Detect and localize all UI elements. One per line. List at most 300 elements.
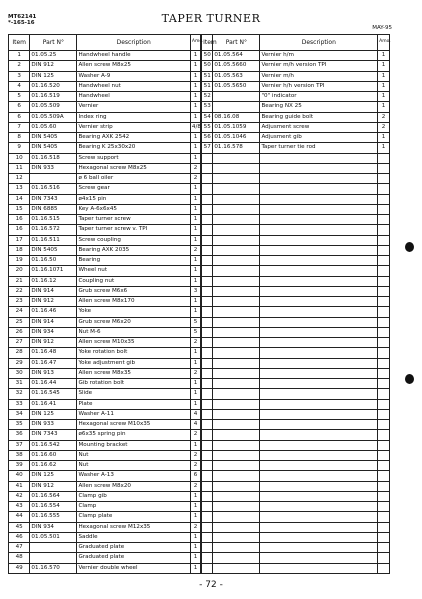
cell-amount: 1 [190, 194, 201, 204]
cell-amount-2 [378, 450, 390, 460]
cell-description-2 [260, 491, 378, 501]
cell-description-2 [260, 286, 378, 296]
cell-description: Allen screw M8x25 [77, 61, 190, 71]
cell-description: Yoke [77, 307, 190, 317]
cell-item: 21 [9, 276, 30, 286]
punch-hole [405, 374, 414, 384]
cell-part: 01.16.554 [30, 502, 77, 512]
cell-item: 26 [9, 327, 30, 337]
cell-part-2 [213, 204, 260, 214]
cell-description-2 [260, 204, 378, 214]
cell-part-2 [213, 297, 260, 307]
cell-part: DIN 912 [30, 297, 77, 307]
cell-description-2: Vernier m/h [260, 71, 378, 81]
cell-part: 01.16.62 [30, 461, 77, 471]
cell-amount: 2 [190, 163, 201, 173]
cell-item: 19 [9, 256, 30, 266]
cell-part: 01.16.44 [30, 379, 77, 389]
cell-amount: 1 [190, 153, 201, 163]
cell-amount-2 [378, 409, 390, 419]
cell-amount: 1 [190, 71, 201, 81]
cell-amount-2 [378, 194, 390, 204]
cell-part: 01.16.570 [30, 563, 77, 573]
cell-item-2 [201, 225, 213, 235]
cell-description: Grub screw M6x20 [77, 317, 190, 327]
cell-item: 28 [9, 348, 30, 358]
cell-part-2 [213, 420, 260, 430]
cell-description: ø 6 ball oiler [77, 174, 190, 184]
cell-item: 5 [9, 92, 30, 102]
cell-amount: 5 [190, 317, 201, 327]
cell-description: Vernier strip [77, 122, 190, 132]
cell-amount: 1 [190, 491, 201, 501]
cell-part-2: 01.05.564 [213, 51, 260, 61]
cell-description-2 [260, 450, 378, 460]
cell-description-2 [260, 512, 378, 522]
cell-part-2 [213, 184, 260, 194]
cell-amount: 2 [190, 368, 201, 378]
cell-description: Hexagonal screw M12x35 [77, 522, 190, 532]
table-row [9, 92, 390, 102]
table-row [9, 471, 390, 481]
cell-item-2: 55 [201, 122, 213, 132]
table-row [9, 481, 390, 491]
table-row [9, 235, 390, 245]
cell-part-2 [213, 317, 260, 327]
cell-part-2: 01.05.1059 [213, 122, 260, 132]
cell-item-2 [201, 543, 213, 553]
cell-part: 01.16.515 [30, 215, 77, 225]
cell-amount: 1 [190, 235, 201, 245]
cell-amount: 1 [190, 112, 201, 122]
cell-part-2: 01.16.578 [213, 143, 260, 153]
cell-item: 9 [9, 143, 30, 153]
table-row [9, 522, 390, 532]
cell-description: Nut [77, 450, 190, 460]
cell-item-2: 52 [201, 92, 213, 102]
cell-item: 42 [9, 491, 30, 501]
table-row [9, 297, 390, 307]
cell-item-2 [201, 307, 213, 317]
cell-item-2: 51 [201, 71, 213, 81]
cell-item: 44 [9, 512, 30, 522]
cell-description: Graduated plate [77, 553, 190, 563]
cell-item-2 [201, 338, 213, 348]
cell-item-2 [201, 163, 213, 173]
cell-description: Vernier double wheel [77, 563, 190, 573]
cell-part [30, 174, 77, 184]
cell-item: 49 [9, 563, 30, 573]
cell-description: Handwheel [77, 92, 190, 102]
cell-part: 01.05.60 [30, 122, 77, 132]
cell-amount: 1 [190, 81, 201, 91]
cell-amount-2 [378, 379, 390, 389]
cell-part-2 [213, 163, 260, 173]
cell-amount: 2 [190, 522, 201, 532]
cell-part-2 [213, 522, 260, 532]
cell-description: Saddle [77, 532, 190, 542]
cell-amount: 1 [190, 440, 201, 450]
cell-amount-2: 1 [378, 92, 390, 102]
table-row [9, 102, 390, 112]
cell-part-2 [213, 338, 260, 348]
cell-amount-2 [378, 174, 390, 184]
cell-item: 38 [9, 450, 30, 460]
cell-item-2 [201, 553, 213, 563]
table-row [9, 440, 390, 450]
cell-description-2: Vernier h/h version TPI [260, 81, 378, 91]
cell-description-2 [260, 532, 378, 542]
table-row [9, 143, 390, 153]
cell-description-2 [260, 461, 378, 471]
cell-part: DIN 5405 [30, 245, 77, 255]
cell-item-2 [201, 430, 213, 440]
cell-item: 17 [9, 235, 30, 245]
cell-item: 39 [9, 461, 30, 471]
cell-amount-2 [378, 204, 390, 214]
table-row [9, 61, 390, 71]
col-header-description: Description [77, 35, 190, 51]
cell-item-2 [201, 286, 213, 296]
cell-part: 01.16.520 [30, 81, 77, 91]
cell-part-2 [213, 358, 260, 368]
table-row [9, 256, 390, 266]
col-header-part: Part N° [30, 35, 77, 51]
cell-amount-2 [378, 543, 390, 553]
cell-item: 15 [9, 204, 30, 214]
cell-description: Allen screw M10x35 [77, 338, 190, 348]
cell-item-2 [201, 409, 213, 419]
cell-amount: 6 [190, 471, 201, 481]
cell-item: 1 [9, 51, 30, 61]
table-row [9, 225, 390, 235]
cell-amount-2 [378, 358, 390, 368]
cell-description: Handwheel nut [77, 81, 190, 91]
cell-part-2: 01.05.1046 [213, 133, 260, 143]
cell-description: Bearing [77, 256, 190, 266]
cell-part: DIN 934 [30, 522, 77, 532]
cell-description-2: Bearing NX 25 [260, 102, 378, 112]
cell-part-2 [213, 348, 260, 358]
cell-part: 01.05.509A [30, 112, 77, 122]
cell-amount-2: 1 [378, 61, 390, 71]
cell-item: 16 [9, 225, 30, 235]
cell-description: Coupling nut [77, 276, 190, 286]
cell-amount-2 [378, 245, 390, 255]
cell-description-2 [260, 389, 378, 399]
table-row [9, 153, 390, 163]
cell-amount-2 [378, 430, 390, 440]
col-header-amount-2: Amo. [378, 35, 390, 51]
cell-item: 41 [9, 481, 30, 491]
cell-amount-2 [378, 481, 390, 491]
cell-item-2: 50 [201, 61, 213, 71]
cell-description: Grub screw M6x6 [77, 286, 190, 296]
cell-part-2 [213, 245, 260, 255]
cell-description: Washer A-13 [77, 471, 190, 481]
cell-amount-2 [378, 338, 390, 348]
cell-part-2 [213, 266, 260, 276]
cell-item-2: 50 [201, 51, 213, 61]
cell-description-2 [260, 543, 378, 553]
table-row [9, 379, 390, 389]
cell-description: Graduated plate [77, 543, 190, 553]
table-row [9, 563, 390, 573]
table-row [9, 215, 390, 225]
cell-description: Hexagonal screw M8x25 [77, 163, 190, 173]
cell-part: DIN 7343 [30, 430, 77, 440]
cell-amount-2 [378, 297, 390, 307]
cell-item-2 [201, 153, 213, 163]
cell-item-2 [201, 522, 213, 532]
cell-part-2 [213, 174, 260, 184]
cell-item: 37 [9, 440, 30, 450]
cell-part: DIN 125 [30, 71, 77, 81]
cell-part-2: 01.05.5660 [213, 61, 260, 71]
table-row [9, 317, 390, 327]
cell-part: 01.16.41 [30, 399, 77, 409]
table-row [9, 133, 390, 143]
table-row [9, 307, 390, 317]
cell-item: 43 [9, 502, 30, 512]
cell-amount: 1 [190, 297, 201, 307]
cell-part: 01.16.564 [30, 491, 77, 501]
cell-part-2 [213, 481, 260, 491]
table-row [9, 389, 390, 399]
cell-amount-2: 1 [378, 71, 390, 81]
cell-part: 01.16.12 [30, 276, 77, 286]
cell-item-2 [201, 420, 213, 430]
cell-amount-2 [378, 461, 390, 471]
table-row [9, 450, 390, 460]
cell-part-2: 01.05.563 [213, 71, 260, 81]
table-row [9, 51, 390, 61]
cell-amount-2: 2 [378, 112, 390, 122]
cell-part: 01.16.48 [30, 348, 77, 358]
cell-description: Bearing AXK 2542 [77, 133, 190, 143]
table-row [9, 204, 390, 214]
cell-amount: 1 [190, 266, 201, 276]
cell-amount: 1 [190, 256, 201, 266]
cell-amount: 1 [190, 204, 201, 214]
cell-amount: 1 [190, 543, 201, 553]
cell-part-2 [213, 409, 260, 419]
cell-part-2 [213, 553, 260, 563]
cell-part-2 [213, 327, 260, 337]
cell-amount-2: 1 [378, 102, 390, 112]
cell-description-2 [260, 481, 378, 491]
cell-amount: 4 [190, 420, 201, 430]
cell-amount-2 [378, 163, 390, 173]
table-row [9, 266, 390, 276]
cell-amount: 1 [190, 143, 201, 153]
cell-amount: 1 [190, 502, 201, 512]
cell-description: Allen screw M8x170 [77, 297, 190, 307]
cell-part-2 [213, 379, 260, 389]
cell-part-2 [213, 502, 260, 512]
cell-amount-2 [378, 327, 390, 337]
cell-part-2 [213, 461, 260, 471]
cell-amount-2 [378, 317, 390, 327]
cell-item-2 [201, 379, 213, 389]
cell-description: Bearing AXK 2035 [77, 245, 190, 255]
table-row [9, 409, 390, 419]
cell-part: 01.16.46 [30, 307, 77, 317]
cell-part: 01.05.501 [30, 532, 77, 542]
code-line-1: MT62141 [8, 14, 37, 20]
cell-part: DIN 5405 [30, 133, 77, 143]
cell-amount-2 [378, 502, 390, 512]
table-row [9, 543, 390, 553]
cell-description-2 [260, 307, 378, 317]
cell-description-2: "0" indicator [260, 92, 378, 102]
cell-description-2 [260, 440, 378, 450]
cell-description: Mounting bracket [77, 440, 190, 450]
table-row [9, 71, 390, 81]
cell-item: 35 [9, 420, 30, 430]
cell-amount: 1 [190, 61, 201, 71]
table-row [9, 184, 390, 194]
cell-part-2 [213, 286, 260, 296]
cell-amount: 3 [190, 286, 201, 296]
cell-description-2: Adjusment screw [260, 122, 378, 132]
cell-description-2 [260, 522, 378, 532]
document-date: MAY-95 [372, 25, 392, 31]
cell-description-2 [260, 553, 378, 563]
cell-part-2 [213, 225, 260, 235]
cell-description: Screw gear [77, 184, 190, 194]
cell-description-2 [260, 368, 378, 378]
cell-part: 01.16.572 [30, 225, 77, 235]
cell-part-2 [213, 92, 260, 102]
cell-item-2 [201, 450, 213, 460]
cell-item-2 [201, 399, 213, 409]
cell-amount: 1 [190, 92, 201, 102]
cell-description: Hexagonal screw M10x35 [77, 420, 190, 430]
cell-amount-2 [378, 348, 390, 358]
table-row [9, 512, 390, 522]
cell-description-2 [260, 297, 378, 307]
cell-item: 4 [9, 81, 30, 91]
cell-description: Index ring [77, 112, 190, 122]
cell-item-2 [201, 440, 213, 450]
cell-amount-2 [378, 215, 390, 225]
cell-item-2 [201, 194, 213, 204]
cell-amount-2 [378, 399, 390, 409]
cell-part-2 [213, 215, 260, 225]
cell-amount: 1 [190, 133, 201, 143]
cell-description: Nut M-6 [77, 327, 190, 337]
table-header-row [9, 35, 390, 51]
cell-item-2 [201, 502, 213, 512]
cell-description-2 [260, 358, 378, 368]
cell-part-2 [213, 276, 260, 286]
parts-table [8, 34, 390, 574]
cell-description: Key A-6x6x45 [77, 204, 190, 214]
cell-item-2 [201, 512, 213, 522]
cell-amount: 1 [190, 379, 201, 389]
col-header-amount: Amo. [190, 35, 201, 51]
cell-amount-2 [378, 307, 390, 317]
cell-item-2 [201, 204, 213, 214]
cell-description-2 [260, 471, 378, 481]
cell-item: 23 [9, 297, 30, 307]
cell-description: Washer A-11 [77, 409, 190, 419]
cell-amount-2 [378, 266, 390, 276]
cell-part [30, 543, 77, 553]
cell-description-2 [260, 430, 378, 440]
cell-item: 30 [9, 368, 30, 378]
cell-item-2 [201, 491, 213, 501]
cell-description-2 [260, 317, 378, 327]
col-header-description-2: Description [260, 35, 378, 51]
cell-amount: 1 [190, 348, 201, 358]
cell-item-2: 56 [201, 133, 213, 143]
cell-part-2 [213, 543, 260, 553]
cell-amount: 1 [190, 512, 201, 522]
cell-amount-2 [378, 184, 390, 194]
cell-amount-2 [378, 368, 390, 378]
cell-description: Washer A-9 [77, 71, 190, 81]
cell-part-2: 08.16.08 [213, 112, 260, 122]
cell-item-2 [201, 461, 213, 471]
cell-item-2 [201, 481, 213, 491]
cell-description: Plate [77, 399, 190, 409]
cell-description-2: Bearing guide bolt [260, 112, 378, 122]
cell-part: DIN 933 [30, 163, 77, 173]
cell-description-2 [260, 215, 378, 225]
table-row [9, 286, 390, 296]
cell-amount: 4/8 [190, 122, 201, 132]
cell-description: Clamp [77, 502, 190, 512]
cell-item-2 [201, 532, 213, 542]
cell-item-2 [201, 563, 213, 573]
cell-item: 16 [9, 215, 30, 225]
cell-item: 29 [9, 358, 30, 368]
cell-amount: 1 [190, 225, 201, 235]
cell-item: 8 [9, 133, 30, 143]
cell-amount-2 [378, 276, 390, 286]
cell-part-2 [213, 471, 260, 481]
cell-description-2 [260, 256, 378, 266]
cell-item: 20 [9, 266, 30, 276]
cell-item: 18 [9, 245, 30, 255]
cell-item-2 [201, 276, 213, 286]
cell-part: DIN 912 [30, 481, 77, 491]
cell-description-2 [260, 420, 378, 430]
cell-amount: 2 [190, 461, 201, 471]
cell-amount-2: 1 [378, 51, 390, 61]
cell-item-2 [201, 256, 213, 266]
cell-amount-2 [378, 225, 390, 235]
cell-description: Nut [77, 461, 190, 471]
cell-amount-2 [378, 440, 390, 450]
cell-item: 36 [9, 430, 30, 440]
cell-part-2 [213, 399, 260, 409]
cell-description: Slide [77, 389, 190, 399]
cell-amount-2 [378, 256, 390, 266]
cell-description: Taper turner screw [77, 215, 190, 225]
punch-hole [405, 242, 414, 252]
cell-item: 10 [9, 153, 30, 163]
cell-item-2: 57 [201, 143, 213, 153]
cell-part: DIN 6885 [30, 204, 77, 214]
cell-amount-2 [378, 532, 390, 542]
cell-amount-2: 2 [378, 122, 390, 132]
cell-part-2 [213, 440, 260, 450]
cell-amount-2 [378, 153, 390, 163]
cell-item-2 [201, 184, 213, 194]
